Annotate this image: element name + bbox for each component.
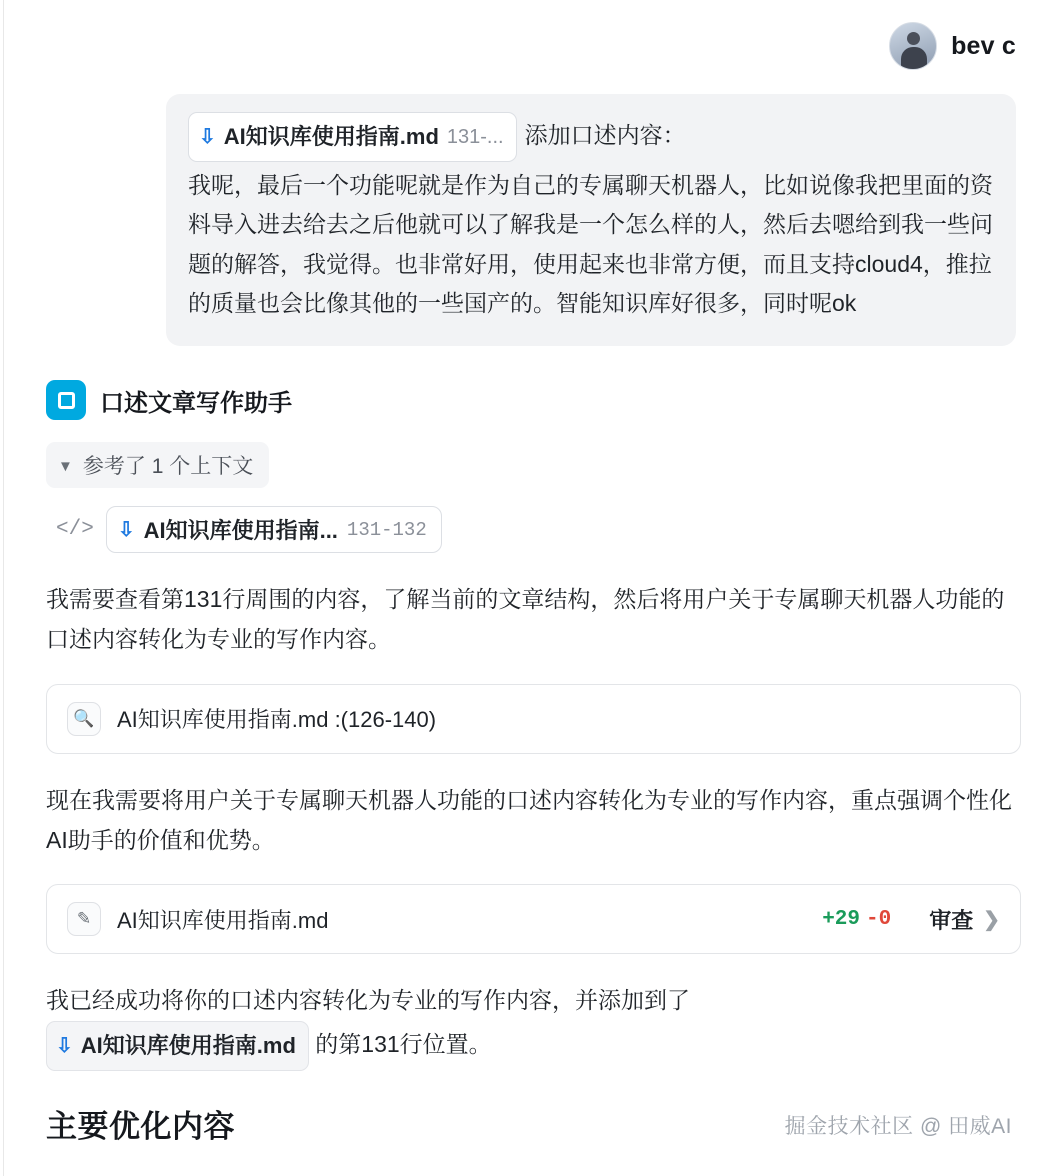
diff-stats <box>822 908 891 931</box>
search-tool-label: AI知识库使用指南.md :(126-140) <box>117 707 437 733</box>
assistant-title: 口述文章写作助手 <box>100 389 292 417</box>
final-text-after: 的第131行位置。 <box>315 1031 492 1058</box>
left-rule <box>0 0 4 1176</box>
chevron-down-icon: ▼ <box>58 457 73 475</box>
user-message-chip-row <box>188 112 994 162</box>
diff-additions: +29 <box>822 907 860 931</box>
avatar <box>889 22 937 70</box>
watermark: 掘金技术社区 @ 田威AI <box>784 1115 1012 1138</box>
final-file-chip[interactable] <box>46 1021 309 1071</box>
review-button[interactable] <box>929 904 1000 935</box>
assistant-final-paragraph <box>46 980 1016 1071</box>
download-icon: ⇩ <box>56 1035 73 1058</box>
final-file-name: AI知识库使用指南.md <box>80 1033 296 1059</box>
context-file-range: 131-132 <box>346 518 427 541</box>
code-icon: </> <box>56 518 94 542</box>
final-text-before: 我已经成功将你的口述内容转化为专业的写作内容，并添加到了 <box>46 987 690 1014</box>
attached-file-name: AI知识库使用指南.md <box>223 124 439 149</box>
edit-tool-label: AI知识库使用指南.md <box>117 907 329 933</box>
assistant-header <box>46 380 1016 420</box>
section-heading: 主要优化内容 <box>46 1109 235 1144</box>
assistant-message <box>0 346 1046 1146</box>
search-icon: 🔍 <box>67 702 101 736</box>
square-logo-icon <box>46 380 86 420</box>
edit-tool-card[interactable] <box>46 884 1021 954</box>
chevron-right-icon: ❯ <box>983 908 1000 931</box>
user-message-text: 我呢，最后一个功能呢就是作为自己的专属聊天机器人，比如说像我把里面的资料导入进去给去之后他就可以了解我是一个怎么样的人，然后去嗯给到我一些问题的解答，我觉得。也非常好用，使用起来也非常方便，而且支持cloud4，推拉的质量也会比像其他的一些国产的。智能知识库好很多，同时呢ok <box>188 171 993 317</box>
assistant-paragraph-1: 我需要查看第131行周围的内容，了解当前的文章结构，然后将用户关于专属聊天机器人功能的口述内容转化为专业的写作内容。 <box>46 586 1005 653</box>
context-file-chip[interactable] <box>106 506 442 553</box>
username: bev c <box>951 31 1016 60</box>
attached-file-range: 131-... <box>446 125 504 148</box>
context-toggle-label: 参考了 1 个上下文 <box>82 455 254 479</box>
attached-file-chip[interactable] <box>188 112 517 162</box>
user-message-row <box>0 70 1046 346</box>
review-label: 审查 <box>929 907 974 933</box>
search-tool-card[interactable] <box>46 684 1021 754</box>
user-header <box>0 0 1046 70</box>
pencil-icon: ✎ <box>67 902 101 936</box>
chip-tail-text: 添加口述内容： <box>524 122 686 148</box>
download-icon: ⇩ <box>117 518 135 541</box>
context-file-name: AI知识库使用指南... <box>143 518 338 544</box>
context-toggle[interactable] <box>46 442 269 488</box>
download-icon: ⇩ <box>199 125 216 148</box>
diff-deletions: -0 <box>866 907 892 931</box>
user-message-bubble <box>166 94 1016 346</box>
assistant-paragraph-2: 现在我需要将用户关于专属聊天机器人功能的口述内容转化为专业的写作内容，重点强调个性化AI助手的价值和优势。 <box>46 786 1012 853</box>
context-file-row <box>56 506 1016 553</box>
